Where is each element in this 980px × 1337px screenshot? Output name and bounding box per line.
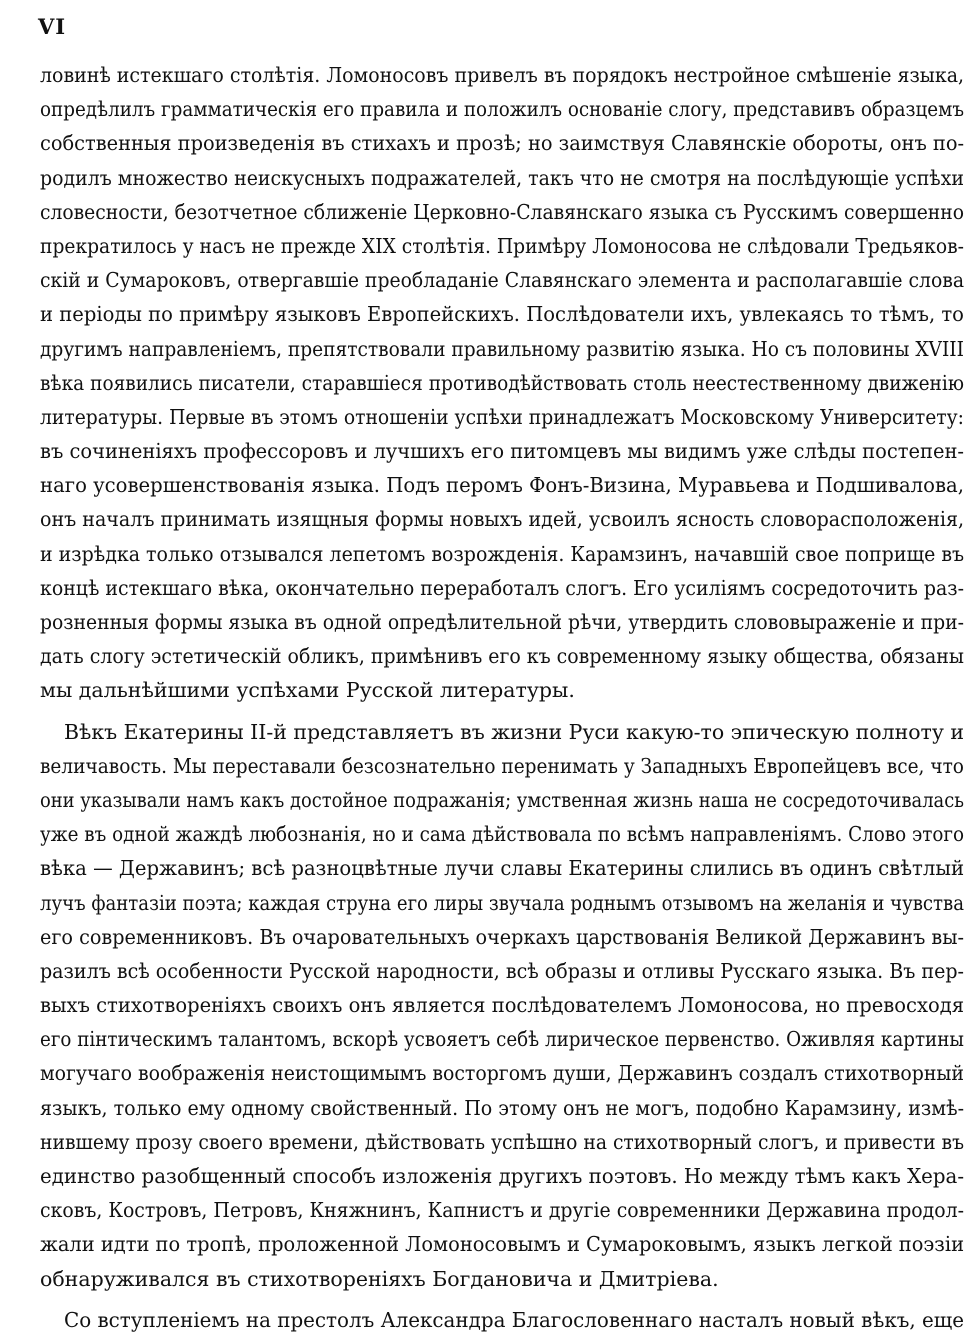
text-line: мы дальнѣйшими успѣхами Русской литературы. <box>40 678 575 703</box>
text-line: выхъ стихотвореніяхъ своихъ онъ является послѣдователемъ Ломоносова, но превосходя <box>40 993 965 1018</box>
text-line: вѣка — Державинъ; всѣ разноцвѣтные лучи славы Екатерины слились въ одинъ свѣтлый <box>40 856 965 881</box>
text-line: они указывали намъ какъ достойное подражанія; умственная жизнь наша не сосредоточивалась <box>40 787 964 812</box>
text-line: скій и Сумароковъ, отвергавшіе преобладаніе Славянскаго элемента и располагавшіе слова <box>40 268 965 293</box>
text-line: могучаго воображенія неистощимымъ восторгомъ души, Державинъ создалъ стихотворный <box>40 1061 965 1086</box>
text-line: языкъ, только ему одному свойственный. По этому онъ не могъ, подобно Карамзину, измѣ- <box>40 1095 965 1120</box>
text-line: уже въ одной жаждѣ любознанія, но и сама дѣйствовала по всѣмъ направленіямъ. Слово этого <box>40 822 965 847</box>
text-line: его пінтическимъ талантомъ, вскорѣ усвояетъ себѣ лирическое первенство. Оживляя картины <box>40 1027 964 1052</box>
text-line: единство разобщенный способъ изложенія другихъ поэтовъ. Но между тѣмъ какъ Хера- <box>40 1164 965 1188</box>
text-line: сковъ, Костровъ, Петровъ, Княжнинъ, Капнистъ и другіе современники Державина продол- <box>40 1198 964 1223</box>
text-line: литературы. Первые въ этомъ отношеніи успѣхи принадлежатъ Московскому Университету: <box>40 404 964 429</box>
text-line: и изрѣдка только отзывался лепетомъ возрожденія. Карамзинъ, начавшій свое поприще въ <box>40 541 965 566</box>
text-line: вѣка появились писатели, старавшіеся противодѣйствовать столь неестественному движенію <box>40 370 964 395</box>
text-line: его современниковъ. Въ очаровательныхъ очеркахъ царствованія Великой Державинъ вы- <box>40 924 964 949</box>
text-line: прекратилось у насъ не прежде XIX столѣтія. Примѣру Ломоносова не слѣдовали Тредьяков- <box>40 233 964 258</box>
text-line: и періоды по примѣру языковъ Европейскихъ. Послѣдователи ихъ, увлекаясь то тѣмъ, то <box>40 302 964 327</box>
text-line: лучъ фантазіи поэта; каждая струна его лиры звучала роднымъ отзывомъ на желанія и чувства <box>40 890 964 915</box>
text-line: разилъ всѣ особенности Русской народности, всѣ образы и отливы Русскаго языка. Въ пер- <box>40 958 964 983</box>
body-text <box>40 58 964 1337</box>
paragraph-3 <box>40 1303 964 1337</box>
text-line: дать слогу эстетическій обликъ, примѣнивъ его къ современному языку общества, обязаны <box>40 644 964 669</box>
text-line: ловинѣ истекшаго столѣтія. Ломоносовъ привелъ въ порядокъ нестройное смѣшеніе языка, <box>40 63 965 87</box>
text-line: онъ началъ принимать изящныя формы новыхъ идей, усвоилъ ясность словорасположенія, <box>40 507 965 532</box>
page-number: VI <box>38 14 67 39</box>
text-line: концѣ истекшаго вѣка, окончательно переработалъ слогъ. Его усиліямъ сосредоточить раз- <box>40 575 965 600</box>
paragraph-gap <box>40 1296 964 1303</box>
text-line: въ сочиненіяхъ профессоровъ и лучшихъ его питомцевъ мы видимъ уже слѣды постепен- <box>40 439 964 464</box>
text-line: наго усовершенствованія языка. Подъ перомъ Фонъ-Визина, Муравьева и Подшивалова, <box>40 473 964 498</box>
text-line: жали идти по тропѣ, проложенной Ломоносовымъ и Сумароковымъ, языкъ легкой поэзіи <box>40 1232 965 1257</box>
text-line: розненныя формы языка въ одной опредѣлительной рѣчи, утвердить слововыраженіе и при- <box>40 610 965 634</box>
text-line: нившему прозу своего времени, дѣйствовать успѣшно на стихотворный слогъ, и привести въ <box>40 1129 965 1154</box>
text-line: величавость. Мы переставали безсознательно перенимать у Западныхъ Европейцевъ все, что <box>40 753 964 778</box>
text-line: Со вступленіемъ на престолъ Александра Благословеннаго насталъ новый вѣкъ, еще <box>64 1307 964 1332</box>
text-line: другимъ направленіемъ, препятствовали правильному развитію языка. Но съ половины XVIII <box>40 336 964 361</box>
text-line: словесности, безотчетное сближеніе Церковно-Славянскаго языка съ Русскимъ совершенно <box>40 199 964 224</box>
paragraph-gap <box>40 708 964 715</box>
text-line: обнаруживался въ стихотвореніяхъ Богдановича и Дмитріева. <box>40 1266 719 1291</box>
text-line: родилъ множество неискусныхъ подражателей, такъ что не смотря на послѣдующіе успѣхи <box>40 165 964 190</box>
text-line: опредѣлилъ грамматическія его правила и положилъ основаніе слогу, представивъ образцемъ <box>40 97 965 122</box>
paragraph-1 <box>40 58 964 708</box>
paragraph-2 <box>40 715 964 1296</box>
text-line: Вѣкъ Екатерины II-й представляетъ въ жизни Руси какую-то эпическую полноту и <box>64 719 965 744</box>
text-line: собственныя произведенія въ стихахъ и прозѣ; но заимствуя Славянскіе обороты, онъ по- <box>40 131 965 156</box>
